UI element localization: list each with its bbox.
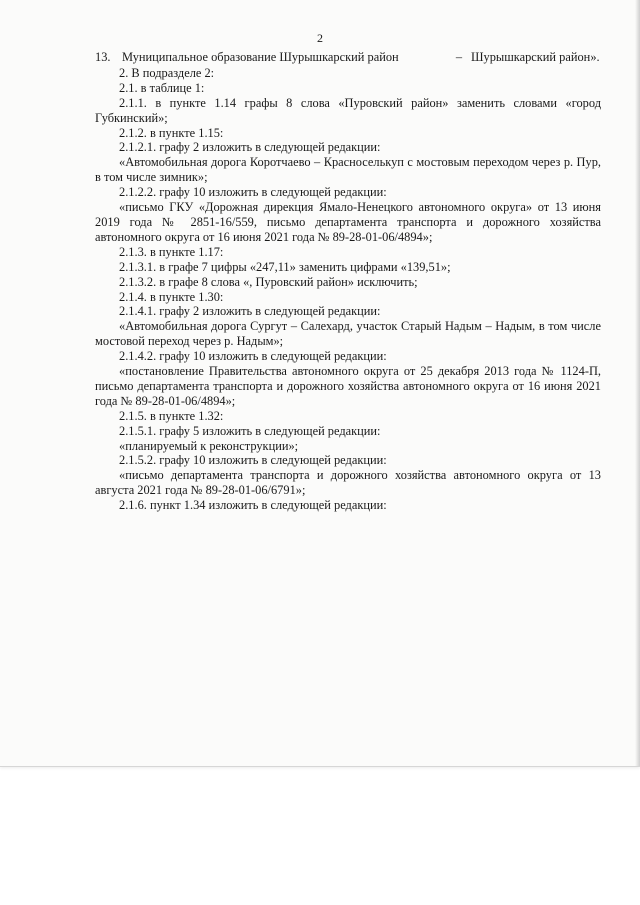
paragraph: 2.1.3.2. в графе 8 слова «, Пуровский район» исключить;: [119, 274, 418, 289]
paragraph: 2.1.5.1. графу 5 изложить в следующей редакции:: [119, 423, 381, 438]
page-number: 2: [317, 31, 323, 45]
paragraph: 2.1.4.1. графу 2 изложить в следующей редакции:: [119, 304, 381, 319]
paragraph: 2.1.4. в пункте 1.30:: [119, 289, 224, 304]
table-row-13: [95, 50, 601, 65]
paragraph: «постановление Правительства автономного округа от 25 декабря 2013 года № 1124-П, письмо департамента транспорта и дорожного хозяйства автономного округа от 16 июня 2021 года № 89-28-01-06/4894»;: [95, 364, 601, 408]
paragraph: «Автомобильная дорога Коротчаево – Красноселькуп с мостовым переходом через р. Пур, в том числе зимник»;: [95, 155, 601, 185]
paragraph: 2.1.3. в пункте 1.17:: [119, 244, 224, 259]
paragraph: 2.1.6. пункт 1.34 изложить в следующей редакции:: [119, 498, 387, 513]
row-district: Шурышкарский район».: [471, 50, 600, 64]
paragraph: 2.1. в таблице 1:: [119, 80, 205, 95]
paragraph: 2.1.2.1. графу 2 изложить в следующей редакции:: [119, 140, 381, 155]
paragraph: 2.1.4.2. графу 10 изложить в следующей редакции:: [119, 349, 387, 364]
paragraph: «Автомобильная дорога Сургут – Салехард, участок Старый Надым – Надым, в том числе мостовой переход через р. Надым»;: [95, 319, 601, 349]
row-dash: –: [455, 50, 463, 64]
document-body: [95, 50, 601, 513]
paragraph: «письмо департамента транспорта и дорожного хозяйства автономного округа от 13 августа 2021 года № 89-28-01-06/6791»;: [95, 468, 601, 498]
paragraph: 2. В подразделе 2:: [119, 65, 215, 80]
row-number: 13.: [95, 50, 111, 64]
row-municipality: Муниципальное образование Шурышкарский район: [122, 50, 399, 64]
page-edge-shadow: [635, 0, 640, 766]
paragraph: 2.1.2. в пункте 1.15:: [119, 125, 224, 140]
paragraph: 2.1.2.2. графу 10 изложить в следующей редакции:: [119, 185, 387, 200]
paragraph: 2.1.1. в пункте 1.14 графы 8 слова «Пуровский район» заменить словами «город Губкинский»;: [95, 95, 601, 125]
paragraph: «письмо ГКУ «Дорожная дирекция Ямало-Ненецкого автономного округа» от 13 июня 2019 года № 2851-16/559, письмо департамента транспорта и дорожного хозяйства автономного округа от 16 июня 2021 года № 89-28-01-06/4894»;: [95, 200, 601, 244]
paragraph: 2.1.3.1. в графе 7 цифры «247,11» заменить цифрами «139,51»;: [119, 259, 451, 274]
paragraph: 2.1.5. в пункте 1.32:: [119, 408, 224, 423]
paragraph: «планируемый к реконструкции»;: [119, 438, 299, 453]
paragraph: 2.1.5.2. графу 10 изложить в следующей редакции:: [119, 453, 387, 468]
